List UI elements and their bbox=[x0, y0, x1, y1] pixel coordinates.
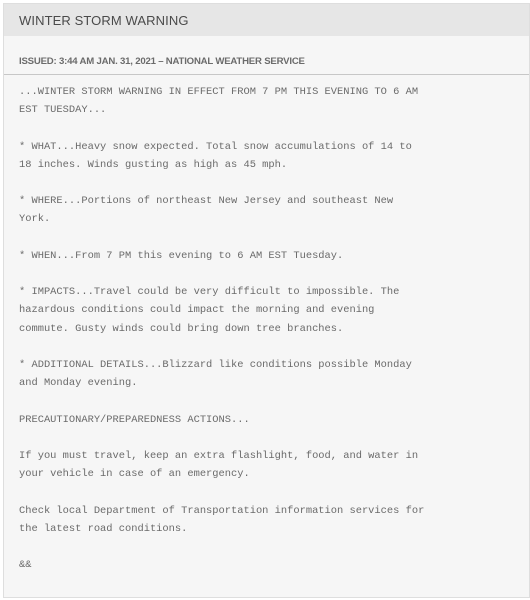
alert-header bbox=[4, 4, 529, 36]
alert-panel bbox=[3, 3, 530, 598]
issued-line: ISSUED: 3:44 AM JAN. 31, 2021 – NATIONAL WEATHER SERVICE bbox=[19, 56, 305, 67]
alert-title: WINTER STORM WARNING bbox=[19, 12, 189, 28]
bulletin-text: ...WINTER STORM WARNING IN EFFECT FROM 7 PM THIS EVENING TO 6 AM EST TUESDAY... * WHAT...Heavy snow expected. Total snow accumulations of 14 to 18 inches. Winds gusting as high as 45 mph. * WHERE...Portions of northeast New Jersey and southeast New York. * WHEN...From 7 PM this evening to 6 AM EST Tuesday. * IMPACTS...Travel could be very difficult to impossible. The hazardous conditions could impact the morning and evening commute. Gusty winds could bring down tree branches. * ADDITIONAL DETAILS...Blizzard like conditions possible Monday and Monday evening. PRECAUTIONARY/PREPAREDNESS ACTIONS... If you must travel, keep an extra flashlight, food, and water in your vehicle in case of an emergency. Check local Department of Transportation information services for the latest road conditions. && bbox=[19, 86, 425, 572]
